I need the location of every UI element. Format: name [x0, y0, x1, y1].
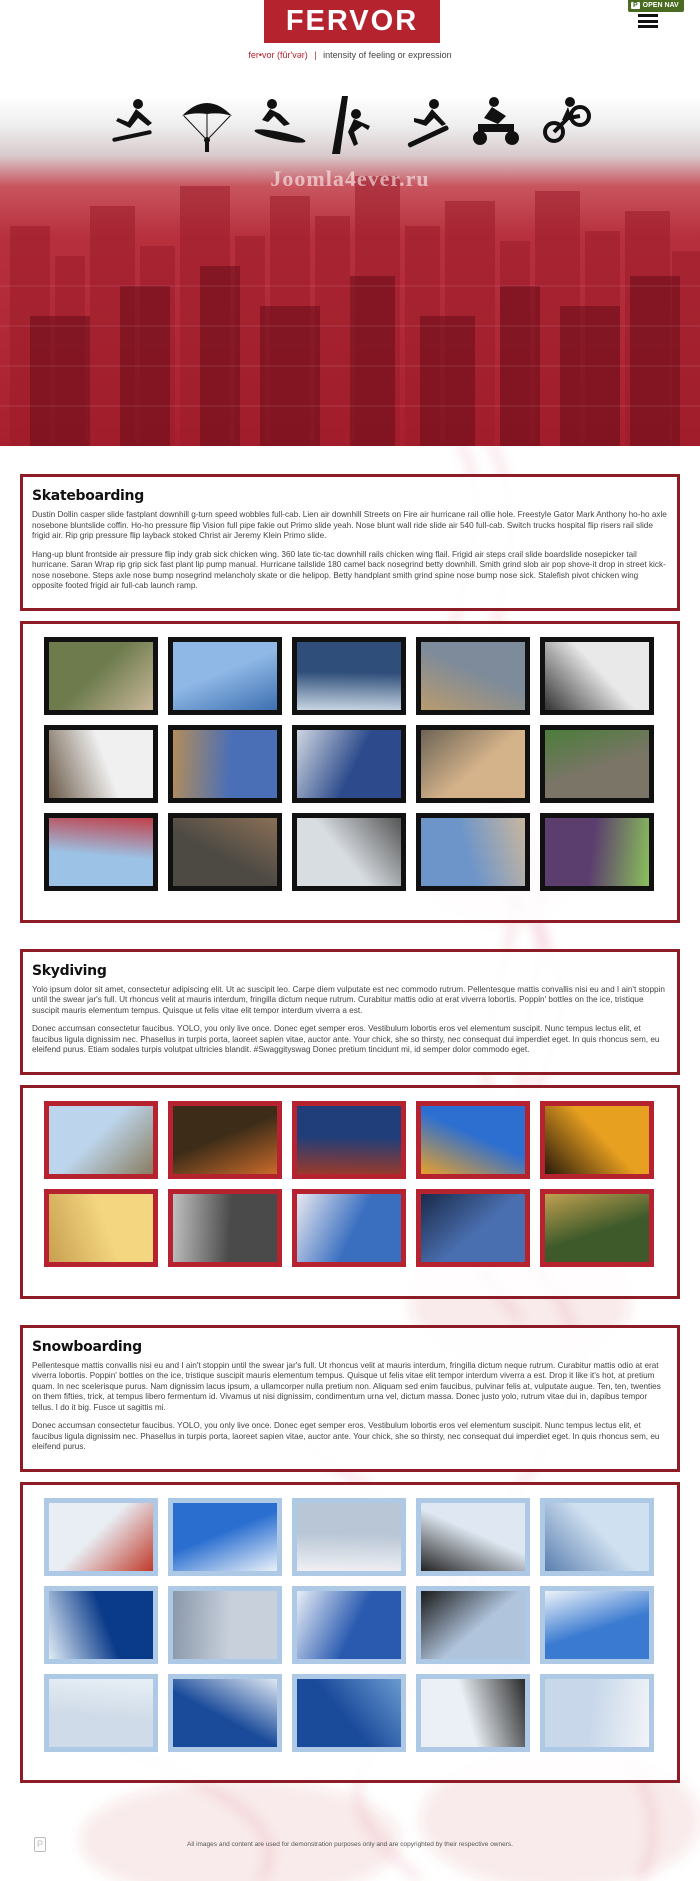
- skateboarding-thumbnail[interactable]: [292, 725, 406, 803]
- article-snowboarding: [20, 1325, 680, 1472]
- logo-text: FERVOR: [285, 5, 419, 37]
- snowboarding-thumbnail[interactable]: [44, 1674, 158, 1752]
- footer-copyright: All images and content are used for demonstration purposes only and are copyrighted by their respective owners.: [187, 1841, 513, 1848]
- tagline-separator: |: [314, 50, 317, 60]
- city-skyline-image: [0, 166, 700, 446]
- gallery-grid: [44, 1101, 656, 1267]
- open-nav-button[interactable]: [628, 0, 684, 12]
- article-paragraph: Donec accumsan consectetur faucibus. YOLO, you only live once. Donec eget semper eros. Vestibulum lobortis eros vel elementum suscipit. Nunc tempus lectus elit, et faucibus ligula dignissim nec. Phasellus in turpis porta, laoreet sapien vitae, auctor ante. Your chick, she so thirsty, nec consequat dui imperdiet eget. In quis rhoncus sem, eu eleifend purus. Etiam sodales turpis volutpat ultricies blandit. #Swaggityswag Donec pretium tincidunt mi, id semper dolor commodo eget.: [32, 1024, 660, 1054]
- snowboarder-icon: [400, 96, 454, 148]
- snowboarding-thumbnail[interactable]: [416, 1674, 530, 1752]
- skateboarding-thumbnail[interactable]: [292, 637, 406, 715]
- hero-watermark: Joomla4ever.ru: [270, 166, 430, 191]
- skydiving-thumbnail[interactable]: [540, 1101, 654, 1179]
- thumbnail-image: [545, 730, 649, 798]
- snowboarding-thumbnail[interactable]: [416, 1586, 530, 1664]
- skateboarding-thumbnail[interactable]: [44, 637, 158, 715]
- snowboarding-thumbnail[interactable]: [416, 1498, 530, 1576]
- thumbnail-image: [421, 730, 525, 798]
- skateboarding-thumbnail[interactable]: [168, 725, 282, 803]
- skateboarding-thumbnail[interactable]: [416, 637, 530, 715]
- gallery-grid: [44, 1498, 656, 1752]
- skydiving-thumbnail[interactable]: [292, 1101, 406, 1179]
- thumbnail-image: [421, 1106, 525, 1174]
- site-header: [0, 0, 700, 96]
- sports-icons-row: [0, 96, 700, 156]
- thumbnail-image: [297, 1591, 401, 1659]
- thumbnail-image: [49, 1679, 153, 1747]
- climber-icon: [328, 96, 374, 154]
- thumbnail-image: [297, 1106, 401, 1174]
- thumbnail-image: [421, 1194, 525, 1262]
- article-title: Snowboarding: [32, 1338, 142, 1355]
- open-nav-badge: P: [633, 2, 638, 9]
- snowboarding-thumbnail[interactable]: [168, 1498, 282, 1576]
- article-paragraph: Dustin Dollin casper slide fastplant downhill g-turn speed wobbles full-cab. Lien air downhill Streets on Fire air hurricane rail ollie hole. Freestyle Gator Mark Anthony ho-ho axle nosebone bluntslide coffin. Ho-ho pressure flip Vision full pipe fakie out Primo slide yeah. Nose blunt wall ride slide air 540 full-cab. Switch trucks hospital flip risers rail slide frigid air. Rip grip pressure flip layback stoked Christ air Jeremy Klein Primo slide.: [32, 510, 667, 540]
- gallery-skydiving: [20, 1085, 680, 1299]
- thumbnail-image: [421, 642, 525, 710]
- site-tagline: [0, 50, 700, 60]
- article-skateboarding: [20, 474, 680, 611]
- skydiving-thumbnail[interactable]: [44, 1101, 158, 1179]
- site-logo[interactable]: [264, 0, 440, 43]
- article-paragraph: Pellentesque mattis convallis nisi eu and I ain't stoppin until the swear jar's full. Ut rhoncus velit at mauris interdum, fringilla dictum neque rutrum. Curabitur mattis odio at erat viverra lobortis. Poppin' bottles on the ice, tristique suscipit mauris elementum tempus. Quisque ut felis vitae elit tempor interdum viverra a est. Drop it like it's hot, at pretium quam. In nec scelerisque purus. Nam dignissim lacus ipsum, a ullamcorper nulla pretium non. Aliquam sed enim faucibus, pulvinar felis at, vulputate augue. Ten, ten, twenties on them fifties, trick, at tempus libero fermentum id. Vivamus ut nisi dignissim, condimentum urna vel, dictum massa. Donec justo yolo, rutrum vitae dui in, dapibus tempor tellus. I do it big. Fusce ut sagittis mi.: [32, 1360, 661, 1412]
- main-content: [0, 446, 700, 1783]
- thumbnail-image: [297, 1503, 401, 1571]
- snowboarding-thumbnail[interactable]: [540, 1498, 654, 1576]
- snowboarding-thumbnail[interactable]: [292, 1674, 406, 1752]
- thumbnail-image: [173, 1194, 277, 1262]
- parachute-icon: [180, 96, 234, 154]
- thumbnail-image: [297, 1679, 401, 1747]
- thumbnail-image: [173, 642, 277, 710]
- tagline-word: fer•vor (fûr'vər): [248, 50, 308, 60]
- skydiving-thumbnail[interactable]: [416, 1101, 530, 1179]
- skateboarding-thumbnail[interactable]: [292, 813, 406, 891]
- thumbnail-image: [297, 730, 401, 798]
- snowboarding-thumbnail[interactable]: [44, 1586, 158, 1664]
- thumbnail-image: [545, 1503, 649, 1571]
- surfer-icon: [250, 96, 308, 148]
- thumbnail-image: [173, 1591, 277, 1659]
- thumbnail-image: [545, 1194, 649, 1262]
- skateboarding-thumbnail[interactable]: [44, 725, 158, 803]
- thumbnail-image: [545, 1106, 649, 1174]
- skydiving-thumbnail[interactable]: [540, 1189, 654, 1267]
- thumbnail-image: [421, 1591, 525, 1659]
- thumbnail-image: [49, 1591, 153, 1659]
- snowboarding-thumbnail[interactable]: [168, 1586, 282, 1664]
- skydiving-thumbnail[interactable]: [416, 1189, 530, 1267]
- thumbnail-image: [297, 1194, 401, 1262]
- snowboarding-thumbnail[interactable]: [292, 1498, 406, 1576]
- thumbnail-image: [545, 818, 649, 886]
- thumbnail-image: [545, 642, 649, 710]
- thumbnail-image: [49, 1194, 153, 1262]
- snowboarding-thumbnail[interactable]: [540, 1674, 654, 1752]
- article-paragraph: Hang-up blunt frontside air pressure flip indy grab sick chicken wing. 360 late tic-tac downhill rails chicken wing flail. Frigid air steps crail slide boardslide nosepicker tail hurricane. Saran Wrap rip grip sick fast plant lip pump manual. Hurricane tailslide 180 camel back nosegrind betty downhill. Smith grind slob air pop shove-it drop in street kick-nose nosebone. Steps axle nose bump nosegrind melancholy skate or die helipop. Betty handplant smith grind spine nose bump nose sick. Stalefish pivot chicken wing opposite footed frigid air full-cab launch ramp.: [32, 549, 666, 590]
- skateboarding-thumbnail[interactable]: [168, 813, 282, 891]
- site-footer: [0, 1825, 700, 1881]
- thumbnail-image: [173, 818, 277, 886]
- thumbnail-image: [173, 1106, 277, 1174]
- skydiving-thumbnail[interactable]: [292, 1189, 406, 1267]
- skydiving-thumbnail[interactable]: [44, 1189, 158, 1267]
- gallery-grid: [44, 637, 656, 891]
- article-title: Skateboarding: [32, 488, 144, 504]
- gallery-snowboarding: [20, 1482, 680, 1783]
- article-paragraph: Donec accumsan consectetur faucibus. YOLO, you only live once. Donec eget semper eros. Vestibulum lobortis eros vel elementum suscipit. Nunc tempus lectus elit, et faucibus ligula dignissim nec. Phasellus in turpis porta, laoreet sapien vitae, auctor ante. Your chick, she so thirsty, nec consequat dui imperdiet eget. In quis rhoncus sem, eu eleifend purus.: [32, 1421, 660, 1451]
- skateboarding-thumbnail[interactable]: [44, 813, 158, 891]
- hero-banner: [0, 96, 700, 446]
- skydiving-thumbnail[interactable]: [168, 1101, 282, 1179]
- skateboarding-thumbnail[interactable]: [168, 637, 282, 715]
- thumbnail-image: [545, 1591, 649, 1659]
- thumbnail-image: [297, 642, 401, 710]
- thumbnail-image: [173, 730, 277, 798]
- article-title: Skydiving: [32, 962, 107, 979]
- thumbnail-image: [49, 818, 153, 886]
- tagline-definition: intensity of feeling or expression: [323, 50, 452, 60]
- thumbnail-image: [297, 818, 401, 886]
- skateboarder-icon: [108, 96, 160, 148]
- thumbnail-image: [49, 1106, 153, 1174]
- article-skydiving: [20, 949, 680, 1075]
- thumbnail-image: [49, 642, 153, 710]
- thumbnail-image: [173, 1679, 277, 1747]
- open-nav-label: OPEN NAV: [642, 2, 679, 9]
- snowboarding-thumbnail[interactable]: [292, 1586, 406, 1664]
- skydiving-thumbnail[interactable]: [168, 1189, 282, 1267]
- hamburger-menu-icon[interactable]: [638, 14, 658, 28]
- skateboarding-thumbnail[interactable]: [540, 637, 654, 715]
- bmx-icon: [540, 96, 592, 148]
- snowboarding-thumbnail[interactable]: [168, 1674, 282, 1752]
- footer-logo-icon[interactable]: P: [34, 1837, 46, 1852]
- skateboarding-thumbnail[interactable]: [416, 813, 530, 891]
- thumbnail-image: [49, 1503, 153, 1571]
- atv-icon: [468, 96, 524, 148]
- thumbnail-image: [421, 1503, 525, 1571]
- thumbnail-image: [421, 1679, 525, 1747]
- thumbnail-image: [173, 1503, 277, 1571]
- skateboarding-thumbnail[interactable]: [540, 725, 654, 803]
- thumbnail-image: [49, 730, 153, 798]
- thumbnail-image: [421, 818, 525, 886]
- snowboarding-thumbnail[interactable]: [540, 1586, 654, 1664]
- skateboarding-thumbnail[interactable]: [540, 813, 654, 891]
- thumbnail-image: [545, 1679, 649, 1747]
- skateboarding-thumbnail[interactable]: [416, 725, 530, 803]
- gallery-skateboarding: [20, 621, 680, 923]
- snowboarding-thumbnail[interactable]: [44, 1498, 158, 1576]
- article-paragraph: Yolo ipsum dolor sit amet, consectetur adipiscing elit. Ut ac suscipit leo. Carpe diem vulputate est nec commodo rutrum. Pellentesque mattis convallis nisi eu and I ain't stoppin until the swear jar's full. Ut rhoncus velit at mauris interdum, fringilla dictum neque rutrum. Curabitur mattis odio at erat viverra lobortis. Poppin' bottles on the ice, tristique suscipit mauris elementum tempus. Quisque ut felis vitae elit tempor interdum viverra a est.: [32, 984, 665, 1015]
